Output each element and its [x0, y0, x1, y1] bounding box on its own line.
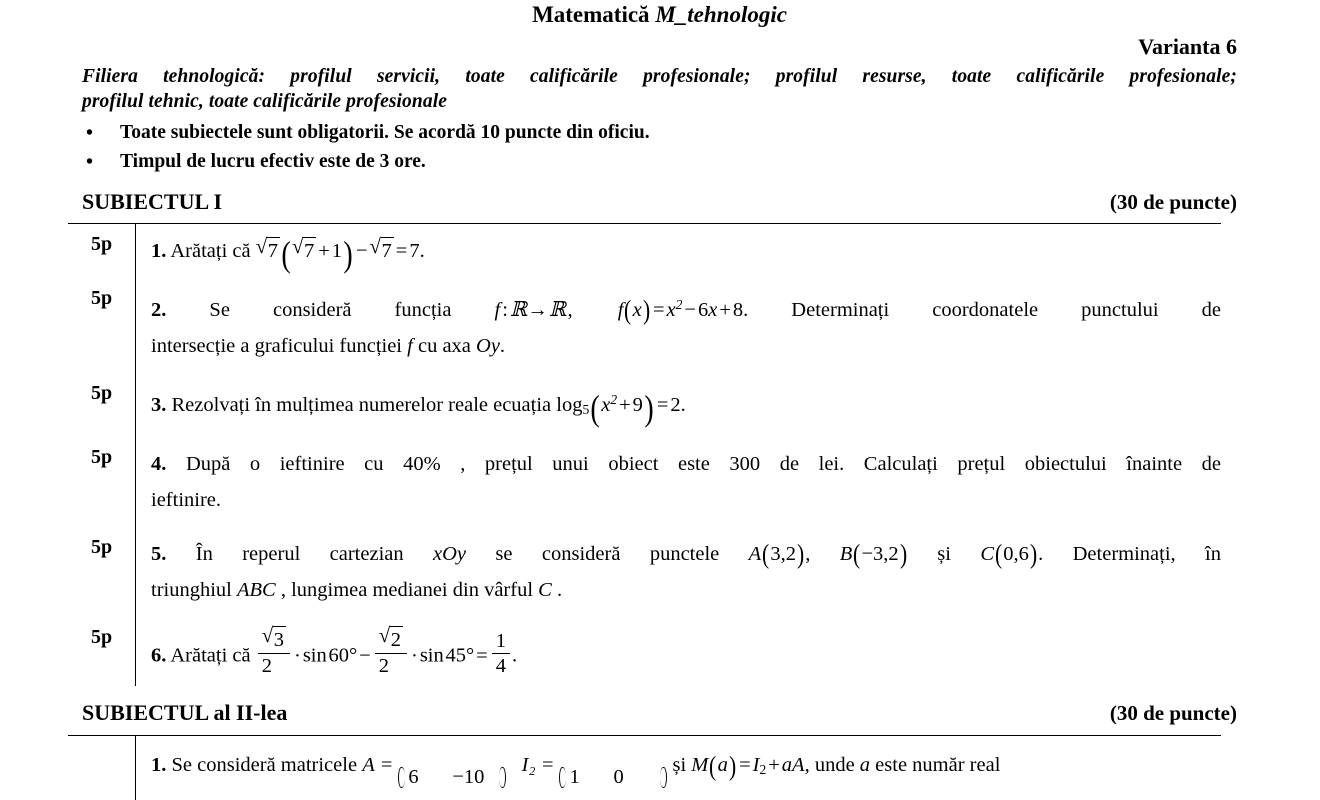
instruction-text: Toate subiectele sunt obligatorii. Se acordă 10 puncte din oficiu. — [120, 122, 650, 143]
math-sqrt-7: √ 7 — [369, 234, 392, 262]
problem-text-tail: . — [419, 240, 425, 262]
table-row — [68, 617, 1221, 686]
problem-number: 1. — [151, 240, 167, 262]
section-title: SUBIECTUL I — [82, 189, 223, 214]
problem-body: 1. Se consideră matricele A = 6 −10 I₂ = 1 0 și $M(a) =I_2+aA$, unde a este număr real — [136, 736, 1222, 800]
math-triangle-abc: ABC — [236, 579, 276, 602]
math-matrix-a-label: A = — [362, 754, 394, 777]
problem-text-mid: . Determinați coordonatele punctului de — [743, 299, 1221, 322]
problem-text-line2: ieftinire. — [151, 489, 222, 512]
bullet-dot-icon: • — [86, 151, 94, 173]
problem-points: 5p — [68, 617, 136, 686]
math-fraction-sqrt3-over-2: √ 3 2 — [258, 626, 290, 677]
section-title: SUBIECTUL al II-lea — [82, 700, 288, 726]
problem-body: 2. Se consideră funcția f:ℝ→ℝ, $f(x) =x^2-6x+8$. Determinați coordonatele punctului de intersecție a graficului funcției f cu axa Oy. — [151, 294, 1221, 358]
math-fraction-1-over-4: $\frac{1}{4}$ — [492, 630, 510, 677]
problem-text-b: se consideră punctele — [466, 543, 749, 566]
filiera-line-2: profilul tehnic, toate calificările profesionale — [82, 91, 447, 112]
math-plane-xoy: xOy — [433, 543, 467, 566]
problem-text-line2c: . — [499, 335, 506, 358]
page-title — [82, 0, 1237, 28]
math-axis-oy: Oy — [476, 335, 500, 358]
math-paren-open: ( — [995, 538, 1003, 570]
problem-body: 1. Arătați că √ 7( √ 7 +1) − √ 7 =7. — [151, 233, 425, 274]
math-paren-close: ) — [644, 387, 654, 428]
problem-number: 4. — [151, 453, 167, 476]
filiera-line-1: Filiera tehnologică: profilul servicii, toate calificările profesionale; profilul resurse, toate calificările profesionale; — [82, 66, 1237, 87]
math-paren-close: ) — [1029, 538, 1038, 570]
math-paren-close: ) — [343, 233, 353, 274]
matrix-cell: 0 — [613, 765, 624, 788]
math-percent-40: 40% — [403, 453, 441, 476]
problem-text-d: și — [907, 543, 981, 566]
math-matrix-a — [394, 764, 510, 791]
page-title-main: Matematică — [532, 2, 656, 27]
problem-points: 5p — [68, 437, 136, 527]
math-paren-close: ) — [899, 538, 907, 570]
problem-text-line2: triunghiul — [151, 579, 237, 602]
matrix-cell: 6 — [408, 765, 419, 788]
problems-table-subject-2 — [68, 735, 1221, 799]
problem-text-c: , — [805, 543, 840, 566]
instruction-text: Timpul de lucru efectiv este de 3 ore. — [120, 151, 426, 172]
math-set-reals: ℝ — [509, 297, 527, 322]
math-variable-a: a — [859, 754, 871, 777]
math-paren-open: ( — [590, 387, 600, 428]
problem-text-end: este număr real — [870, 754, 1001, 777]
math-vertex-c: C — [538, 579, 552, 602]
problem-text-after: , unde — [804, 754, 860, 777]
problem-text-line2b: , lungimea medianei din vârful — [275, 579, 539, 602]
table-row — [68, 373, 1221, 437]
problem-text-c: de lei. Calculați prețul obiectului înainte de — [760, 453, 1221, 476]
problem-text: După o ieftinire cu — [185, 453, 404, 476]
problem-text-mid: și — [672, 754, 692, 777]
variant-label: Varianta 6 — [1138, 34, 1237, 59]
math-paren-close: ) — [728, 749, 737, 781]
table-row — [68, 736, 1221, 800]
problem-number: 6. — [151, 644, 167, 667]
table-row — [68, 527, 1221, 617]
problem-text: Se consideră funcția — [209, 299, 495, 322]
problem-text-tail: . — [680, 394, 686, 417]
problem-points: 5p — [68, 373, 136, 437]
list-item — [82, 149, 1237, 175]
problem-points: 5p — [68, 278, 136, 373]
math-paren-close: ) — [642, 294, 650, 326]
section-points: (30 de puncte) — [1109, 701, 1237, 726]
problem-text-line2c: . — [551, 579, 563, 602]
problem-text: Arătați că — [170, 644, 256, 667]
math-sqrt-7: √ 7 — [255, 234, 278, 262]
math-paren-open: ( — [853, 538, 861, 570]
problem-body — [136, 437, 1222, 527]
problem-number: 2. — [151, 299, 167, 322]
section-heading-subject-1 — [82, 188, 1237, 216]
problem-points: 5p — [68, 527, 136, 617]
math-set-reals: ℝ — [548, 297, 566, 322]
math-paren-open: ( — [624, 294, 632, 326]
problems-table-subject-1 — [68, 223, 1221, 686]
math-matrix-i2-label: I₂ = — [521, 754, 555, 777]
math-sin-60: sin 60° — [302, 644, 358, 667]
section-heading-subject-2 — [82, 699, 1237, 727]
problem-number: 3. — [151, 394, 167, 417]
problem-text-e: . Determinați, în — [1038, 543, 1221, 566]
math-paren-open: ( — [762, 538, 770, 570]
problem-points — [68, 736, 136, 800]
math-log: log — [556, 394, 583, 417]
problem-text-line2: intersecție a graficului funcției — [151, 335, 408, 358]
matrix-cell: −10 — [452, 765, 485, 788]
filiera-description — [82, 64, 1237, 114]
problem-text: Rezolvați în mulțimea numerelor reale ecuația — [171, 394, 557, 417]
math-value-300: 300 — [729, 453, 761, 476]
problem-body: 3. Rezolvați în mulțimea numerelor reale ecuația $\log_5(x^2+9) =2$. — [151, 387, 686, 428]
problem-body: 6. Arătați că √ 3 2 ·sin 60°− √ 2 2 ·sin 45°= $\frac{1}{4}$ . — [151, 623, 518, 678]
problem-body: 5. În reperul cartezian xOy se consideră punctele A(3,2), B(−3,2) și C(0,6). Determinați, în triunghiul ABC , lungimea medianei din vârful C . — [151, 538, 1221, 602]
page-title-subject-code: M_tehnologic — [655, 2, 787, 27]
problem-text: Arătați că — [170, 240, 256, 262]
matrix-cell: 1 — [569, 765, 580, 788]
instructions-list — [82, 120, 1237, 175]
problem-text: Se consideră matricele — [171, 754, 363, 777]
math-fraction-sqrt2-over-2: √ 2 2 — [375, 626, 407, 677]
table-row — [68, 278, 1221, 373]
math-paren-open: ( — [281, 233, 291, 274]
math-paren-close: ) — [797, 538, 805, 570]
problem-text-b: , prețul unui obiect este — [440, 453, 730, 476]
problem-points: 5p — [68, 224, 136, 279]
problem-number: 1. — [151, 754, 167, 777]
section-points: (30 de puncte) — [1109, 190, 1237, 214]
problem-number: 5. — [151, 543, 167, 566]
list-item — [82, 120, 1237, 146]
problem-text: În reperul cartezian — [195, 543, 434, 566]
problem-text-tail: . — [511, 644, 518, 667]
math-sqrt-7: √ 7 — [291, 234, 315, 262]
bullet-dot-icon: • — [86, 122, 94, 144]
problem-text-line2b: cu axa — [412, 335, 477, 358]
math-matrix-i2 — [555, 764, 671, 791]
math-function-f: f — [407, 335, 413, 358]
math-sin-45: sin 45° — [419, 644, 475, 667]
math-paren-open: ( — [709, 749, 717, 781]
table-row — [68, 437, 1221, 527]
table-row — [68, 224, 1221, 279]
